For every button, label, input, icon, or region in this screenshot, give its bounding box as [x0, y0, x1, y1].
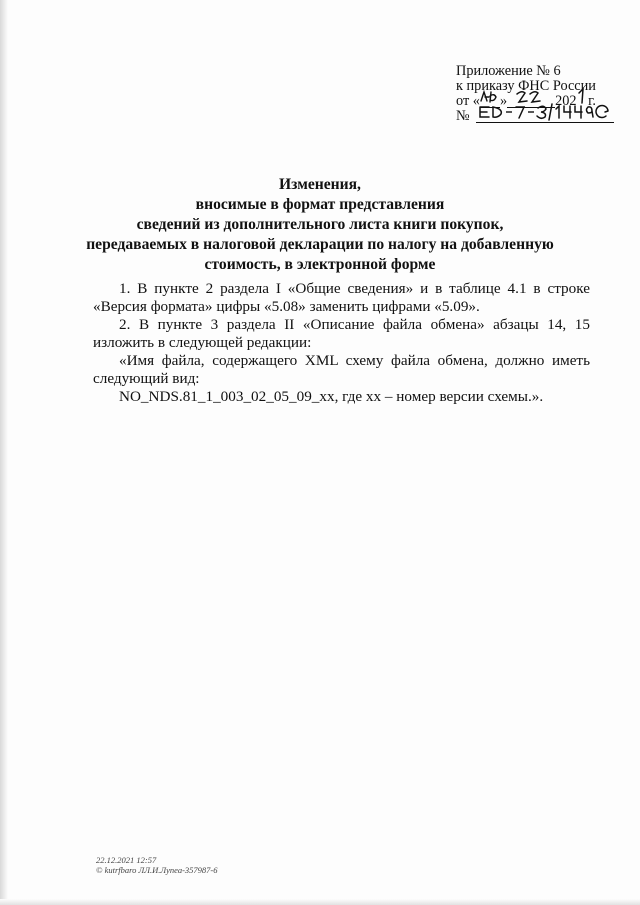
title-line-4: передаваемых в налоговой декларации по налогу на добавленную [86, 236, 554, 253]
footer-date: 22.12.2021 12:57 [96, 855, 157, 865]
document-body [93, 280, 590, 406]
appendix-line-2: к приказу ФНС России [456, 78, 596, 94]
year-prefix: 202 [555, 93, 577, 109]
title-line-5: стоимость, в электронной форме [204, 256, 436, 273]
footer-file: © kutrfbaro ЛЛ.И.Лупеа-357987-6 [96, 865, 218, 875]
title-line-3: сведений из дополнительного листа книги покупок, [136, 216, 504, 233]
appendix-number-line [456, 109, 616, 124]
appendix-line-1: Приложение № 6 [456, 63, 561, 79]
year-suffix: г. [584, 93, 596, 109]
document-title [60, 175, 580, 275]
footer-stamp [96, 855, 218, 875]
scan-bottom-shadow [0, 899, 640, 905]
number-prefix: № [456, 108, 470, 124]
number-field [476, 109, 614, 124]
appendix-block [456, 64, 616, 124]
handwritten-number [476, 103, 616, 123]
paragraph-item-1: 1. В пункте 2 раздела I «Общие сведения» и в таблице 4.1 в строке «Версия формата» цифры «5.08» заменить цифрами «5.09». [93, 280, 590, 315]
paragraph-quote-2: NO_NDS.81_1_003_02_05_09_xx, где xx – номер версии схемы.». [119, 388, 544, 405]
title-line-1: Изменения, [279, 176, 361, 193]
paragraph-item-2: 2. В пункте 3 раздела II «Описание файла обмена» абзацы 14, 15 изложить в следующей редакции: [93, 316, 590, 351]
paragraph-quote-1: «Имя файла, содержащего XML схему файла обмена, должно иметь следующий вид: [93, 352, 590, 387]
date-prefix: от « [456, 93, 480, 109]
title-line-2: вносимые в формат представления [195, 196, 445, 213]
date-mid: » [499, 93, 508, 109]
scan-left-shadow [0, 0, 8, 905]
